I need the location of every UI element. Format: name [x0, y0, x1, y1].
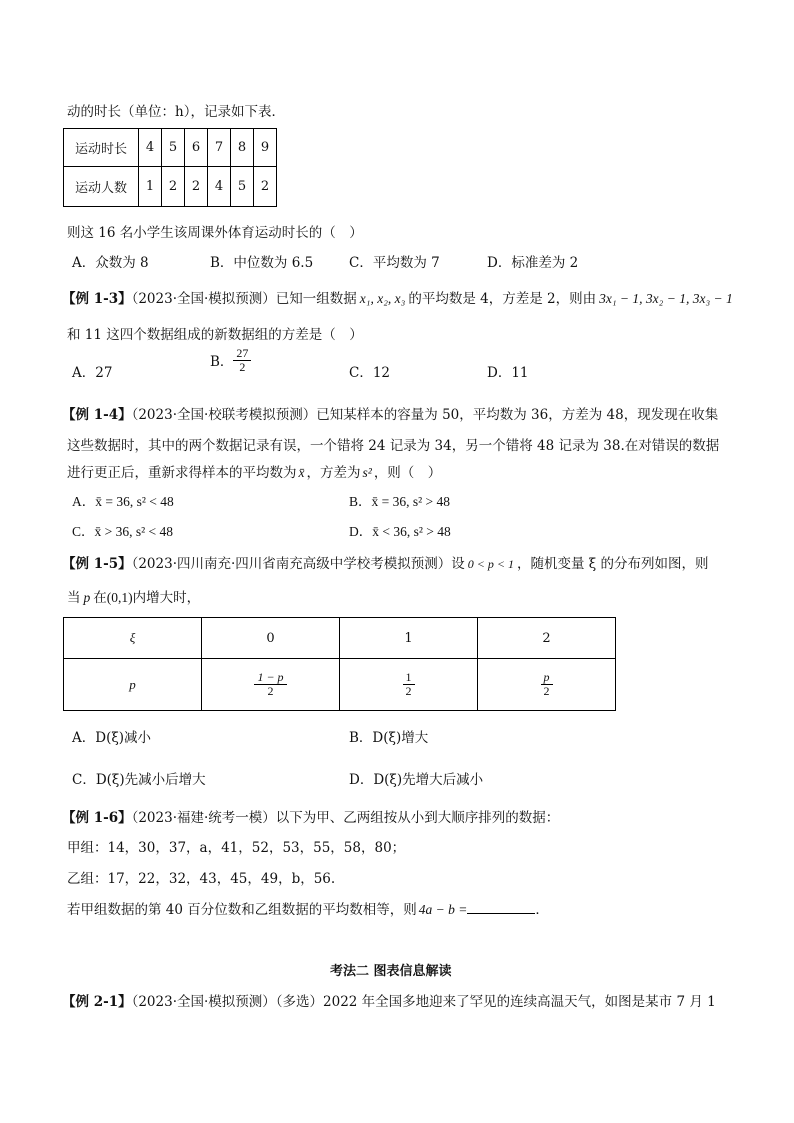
fraction	[254, 671, 286, 697]
fraction	[541, 671, 553, 697]
q12-option-b: B．中位数为 6.5	[210, 255, 314, 271]
table-cell: 0	[202, 618, 340, 659]
q13-src: （2023·全国·模拟预测）已知一组数据	[131, 291, 357, 307]
q14-tag: 【例 1-4】	[62, 407, 132, 423]
q15-line2	[67, 586, 200, 606]
section-heading: 考法二 图表信息解读	[330, 964, 452, 979]
q14-option-a: A．x̄ = 36, s² < 48	[72, 494, 174, 509]
q12-option-a: A．众数为 8	[72, 255, 149, 271]
exercise-time-table	[63, 128, 277, 207]
q16-expr: 4a − b =	[418, 902, 468, 917]
table-cell: 2	[478, 618, 616, 659]
q14-line1	[62, 403, 718, 423]
table-cell: 7	[208, 129, 231, 167]
denominator: 2	[267, 684, 274, 698]
q16-text: （2023·福建·统考一模）以下为甲、乙两组按从小到大顺序排列的数据：	[131, 810, 560, 826]
q13-option-c: C．12	[349, 365, 391, 381]
table-cell: ξ	[64, 618, 202, 659]
denominator: 2	[405, 684, 412, 698]
table-cell: 1	[340, 618, 478, 659]
q13-option-d: D．11	[487, 365, 529, 381]
table-cell: 8	[231, 129, 254, 167]
q13-mid: 的平均数是 4，方差是 2，则由	[408, 291, 597, 307]
q14-line3b: ，方差为	[306, 465, 361, 481]
q21-line1	[62, 990, 716, 1010]
q14-option-d: D．x̄ < 36, s² > 48	[349, 524, 451, 539]
q13-option-a: A．27	[72, 365, 113, 381]
numerator: 27	[233, 347, 251, 361]
q13-tag: 【例 1-3】	[62, 291, 132, 307]
q15-line1a: （2023·四川南充·四川省南充高级中学校考模拟预测）设	[131, 556, 465, 572]
q15-line2c: 内增大时，	[132, 590, 201, 606]
q13-line2: 和 11 这四个数据组成的新数据组的方差是（ ）	[67, 327, 363, 343]
numerator: 1	[403, 671, 415, 685]
q13-vars: x₁, x₂, x₃	[359, 291, 406, 306]
q12-option-d: D．标准差为 2	[487, 255, 579, 271]
table-cell	[340, 659, 478, 711]
table-cell: 2	[162, 167, 185, 207]
q13-option-b	[210, 347, 251, 373]
table-row	[64, 167, 277, 207]
q16-line4b: ．	[535, 902, 549, 918]
q16-line3: 乙组：17，22，32，43，45，49，b，56.	[67, 871, 336, 887]
q15-option-d: D．D(ξ)先增大后减小	[349, 772, 484, 788]
table-cell	[478, 659, 616, 711]
q15-line1	[62, 552, 709, 572]
q16-tag: 【例 1-6】	[62, 810, 132, 826]
q13-expr: 3x₁ − 1, 3x₂ − 1, 3x₃ − 1	[599, 291, 733, 306]
q15-tag: 【例 1-5】	[62, 556, 132, 572]
table-row	[64, 659, 616, 711]
q15-line2b: 在	[93, 590, 107, 606]
q12-stem: 则这 16 名小学生该周课外体育运动时长的（ ）	[67, 225, 363, 241]
intro-text: 动的时长（单位：h），记录如下表．	[67, 104, 285, 120]
table-cell: 5	[231, 167, 254, 207]
table-cell: p	[64, 659, 202, 711]
q15-interval: (0,1)	[106, 590, 133, 605]
distribution-table	[63, 617, 616, 711]
q16-line1	[62, 806, 559, 826]
q15-option-a: A．D(ξ)减小	[72, 730, 152, 746]
fraction	[233, 347, 251, 373]
numerator: p	[541, 671, 553, 685]
q14-option-c: C．x̄ > 36, s² < 48	[72, 524, 174, 539]
q15-line1b: ，随机变量 ξ 的分布列如图，则	[517, 556, 709, 572]
table-cell: 运动时长	[64, 129, 139, 167]
q16-line4a: 若甲组数据的第 40 百分位数和乙组数据的平均数相等，则	[67, 902, 417, 918]
q14-line2: 这些数据时，其中的两个数据记录有误，一个错将 24 记录为 34，另一个错将 48 记录为 38.在对错误的数据	[67, 438, 720, 454]
q14-xbar: x̄	[298, 465, 305, 480]
table-cell: 6	[185, 129, 208, 167]
q14-line3c: ，则（ ）	[373, 465, 442, 481]
q13-line1	[62, 287, 733, 307]
table-cell	[202, 659, 340, 711]
denominator: 2	[543, 684, 550, 698]
table-row	[64, 618, 616, 659]
table-cell: 1	[139, 167, 162, 207]
table-cell: 5	[162, 129, 185, 167]
q21-text: （2023·全国·模拟预测）（多选）2022 年全国多地迎来了罕见的连续高温天气，如图是某市 7 月 1	[131, 994, 716, 1010]
table-cell: 9	[254, 129, 277, 167]
table-cell: 4	[139, 129, 162, 167]
fraction	[403, 671, 415, 697]
q12-option-c: C．平均数为 7	[349, 255, 440, 271]
q15-line2a: 当	[67, 590, 81, 606]
q15-cond: 0 < p < 1	[467, 557, 514, 571]
q14-text: （2023·全国·校联考模拟预测）已知某样本的容量为 50，平均数为 36，方差为 48，现发现在收集	[131, 407, 719, 423]
q15-p: p	[83, 590, 91, 605]
q14-line3a: 进行更正后，重新求得样本的平均数为	[67, 465, 297, 481]
table-cell: 2	[254, 167, 277, 207]
numerator: 1 − p	[254, 671, 286, 685]
denominator: 2	[239, 359, 246, 374]
q16-line2: 甲组：14，30，37，a，41，52，53，55，58，80；	[67, 840, 406, 856]
q14-option-b: B．x̄ = 36, s² > 48	[349, 494, 451, 509]
answer-blank[interactable]	[467, 901, 535, 914]
table-cell: 运动人数	[64, 167, 139, 207]
table-cell: 2	[185, 167, 208, 207]
q13-option-b-label: B．	[210, 354, 234, 371]
q15-option-c: C．D(ξ)先减小后增大	[72, 772, 206, 788]
q15-option-b: B．D(ξ)增大	[349, 730, 429, 746]
q21-tag: 【例 2-1】	[62, 994, 132, 1010]
q14-s2: s²	[362, 465, 372, 480]
table-row	[64, 129, 277, 167]
table-cell: 4	[208, 167, 231, 207]
q16-line4	[67, 898, 549, 918]
q14-line3	[67, 461, 441, 481]
